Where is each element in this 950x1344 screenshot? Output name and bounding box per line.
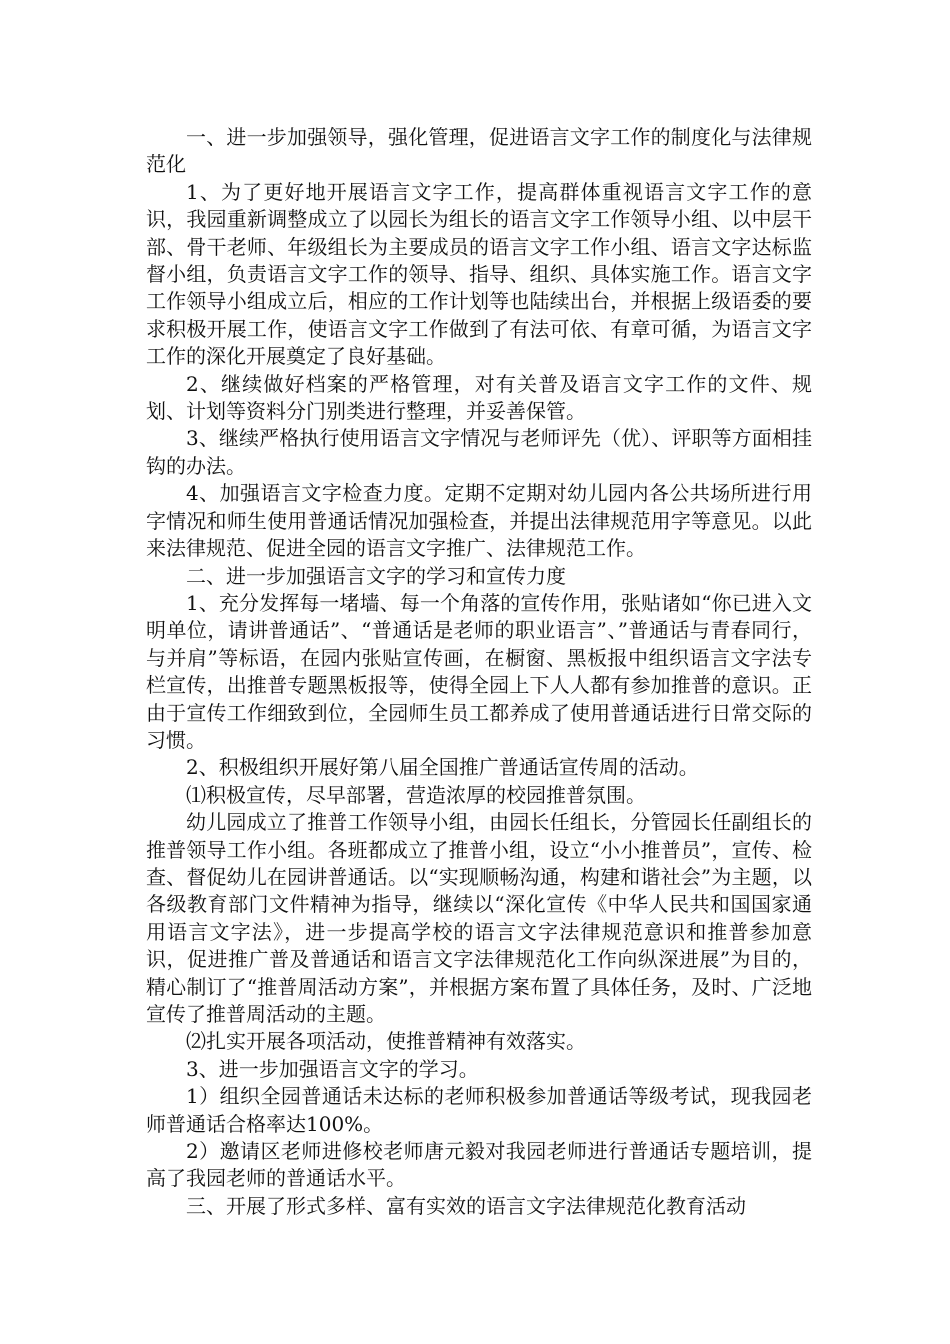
paragraph-subitem-2: ⑵扎实开展各项活动，使推普精神有效落实。 [186,1029,586,1054]
heading-section-1: 一、进一步加强领导，强化管理，促进语言文字工作的制度化与法律规范化 [146,125,812,177]
paragraph-item-1: 1、为了更好地开展语言文字工作，提高群体重视语言文字工作的意识，我园重新调整成立了以园长为组长的语言文字工作领导小组、以中层干部、骨干老师、年级组长为主要成员的语言文字工作小组、语言文字达标监督小组，负责语言文字工作的领导、指导、组织、具体实施工作。语言文字工作领导小组成立后，相应的工作计划等也陆续出台，并根据上级语委的要求积极开展工作，使语言文字工作做到了有法可依、有章可循，为语言文字工作的深化开展奠定了良好基础。 [146,179,812,369]
heading-section-3: 三、开展了形式多样、富有实效的语言文字法律规范化教育活动 [186,1193,746,1218]
heading-section-2: 二、进一步加强语言文字的学习和宣传力度 [186,563,566,588]
paragraph-kindergarten: 幼儿园成立了推普工作领导小组，由园长任组长，分管园长任副组长的推普领导工作小组。各班都成立了推普小组，设立“小小推普员”，宣传、检查、督促幼儿在园讲普通话。以“实现顺畅沟通，构建和谐社会”为主题，以各级教育部门文件精神为指导，继续以“深化宣传《中华人民共和国国家通用语言文字法》，进一步提高学校的语言文字法律规范意识和推普参加意识，促进推广普及普通话和语言文字法律规范化工作向纵深进展”为目的，精心制订了“推普周活动方案”，并根据方案布置了具体任务，及时、广泛地宣传了推普周活动的主题。 [146,810,812,1026]
document-body [146,124,812,1220]
paragraph-item-3: 3、继续严格执行使用语言文字情况与老师评先（优）、评职等方面相挂钩的办法。 [146,426,812,478]
paragraph-study-3-1: 1）组织全园普通话未达标的老师积极参加普通话等级考试，现我园老师普通话合格率达100%。 [146,1084,812,1136]
paragraph-study-3-2: 2）邀请区老师进修校老师唐元毅对我园老师进行普通话专题培训，提高了我园老师的普通话水平。 [146,1139,812,1191]
paragraph-item-2: 2、继续做好档案的严格管理，对有关普及语言文字工作的文件、规划、计划等资料分门别类进行整理，并妥善保管。 [146,371,812,424]
paragraph-promotion-2: 2、积极组织开展好第八届全国推广普通话宣传周的活动。 [186,755,699,780]
paragraph-subitem-1: ⑴积极宣传，尽早部署，营造浓厚的校园推普氛围。 [186,782,646,807]
paragraph-study-3: 3、进一步加强语言文字的学习。 [186,1056,479,1081]
paragraph-promotion-1: 1、充分发挥每一堵墙、每一个角落的宣传作用，张贴诸如“你已进入文明单位，请讲普通话”、“普通话是老师的职业语言”、”普通话与青春同行，与并肩”等标语，在园内张贴宣传画，在橱窗、黑板报中组织语言文字法专栏宣传，出推普专题黑板报等，使得全园上下人人都有参加推普的意识。正由于宣传工作细致到位，全园师生员工都养成了使用普通话进行日常交际的习惯。 [146,590,812,752]
paragraph-item-4: 4、加强语言文字检查力度。定期不定期对幼儿园内各公共场所进行用字情况和师生使用普通话情况加强检查，并提出法律规范用字等意见。以此来法律规范、促进全园的语言文字推广、法律规范工作。 [146,481,812,561]
